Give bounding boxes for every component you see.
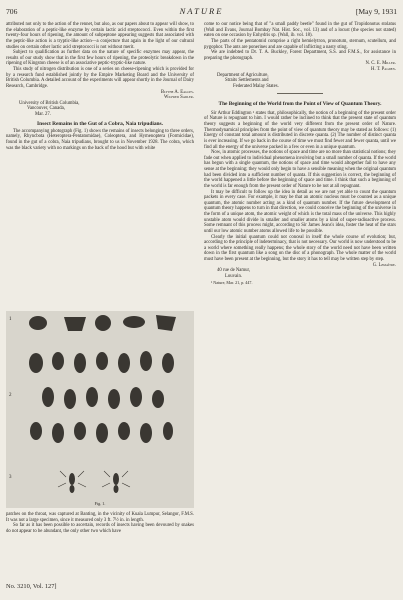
- figure-row-label: 3: [9, 475, 12, 480]
- address: 40 rue de Namur,: [217, 268, 251, 274]
- right-paragraph: Now, in atomic processes, the notions of space and time are no more than statistical notions; they fade out when applied to individual phenomena involving but a small number of quanta. If the world has begun with a single quantum, the notions of space and time would altogether fail to have any sense at the beginning; they would only begin to have a sensible meaning when the original quantum had been divided into a sufficient number of quanta. If this suggestion is correct, the beginning of the world happened a little before the beginning of space and time. I think that such a beginning of the world is far enough from the present order of Nature to be not at all repugnant.: [204, 150, 396, 189]
- affiliation: Federated Malay States.: [233, 83, 279, 89]
- left-paragraph: So far as it has been possible to ascertain, records of insects having been devoured by snakes do not appear to be abundant, the only other two which have: [6, 523, 194, 534]
- author-signature: G. Lemaître.: [372, 262, 396, 268]
- left-paragraph: patches on the throat, was captured at Banting, in the vicinity of Kuala Lumpur, Selangor, F.M.S. It was not a large specimen, since it measured only 3 ft. 7½ in. in length.: [6, 512, 194, 523]
- section-divider: [277, 93, 323, 94]
- author-signature: H. T. Pagden.: [371, 67, 396, 72]
- footnote: ¹ Nature, Mar. 21, p. 447.: [211, 279, 253, 285]
- left-column-lower: [6, 512, 194, 535]
- figure-row-label: 2: [9, 393, 12, 398]
- right-paragraph: It may be difficult to follow up the idea in detail as we are not yet able to count the quantum packets in every case. For example, it may be that an atomic nucleus must be counted as a unique quantum, the atomic number acting as a kind of quantum number. If the future development of quantum theory happens to turn in that direction, we could conceive the beginning of the universe in the form of a unique atom, the atomic weight of which is the total mass of the universe. This highly unstable atom would divide in smaller and smaller atoms by a kind of super-radioactive process. Some remnant of this process might, according to Sir James Jeans's idea, foster the heat of the stars until our low atomic number atoms allowed life to be possible.: [204, 189, 396, 234]
- author-signature: N. C. E. Miller.: [365, 61, 396, 67]
- issue-date: [May 9, 1931: [355, 7, 397, 16]
- affiliation: Vancouver, Canada,: [27, 106, 65, 112]
- issue-footer: No. 3210, Vol. 127]: [6, 583, 57, 590]
- left-paragraph: attributed not only to the action of the rennet, but also, as our papers about to appear will show, to the elaboration of a peptic-like enzyme by certain lactic acid streptococci. Even within the first twenty-four hours of ripening, the amount of subpeptone appearing suggests that associated with the peptic-like action is a tryptic-like action—a conjecture that again in the light of our cultural studies on certain other lactic acid streptococci is not without merit.: [6, 22, 194, 50]
- right-paragraph: come to our notice being that of "a small paddy beetle" found in the gut of Tropidonotus stolatus (Wall and Evans, Journal Bombay Nat. Hist. Soc., vol. 13) and of a locust (the species not stated) eaten on one occasion by Enhydris sp. (Wall, ib. vol. 18).: [204, 22, 396, 39]
- left-paragraph: Subject to qualification as further data on the nature of specific enzymes may appear, the results of our study show that in the first few hours of ripening, the proteolytic breakdown in the ripening of Kingston cheese is of an associative peptic-tryptic-like nature.: [6, 50, 194, 67]
- right-paragraph: Clearly the initial quantum could not conceal in itself the whole course of evolution; but, according to the principle of indeterminacy, that is not necessary. Our world is now understood to be a world where something really happens; the whole story of the world need not have been written down in the first quantum like a song on the disc of a phonograph. The whole matter of the world must have been present at the beginning, but the story it has to tell may be written step by step.: [204, 234, 396, 263]
- journal-title: NATURE: [179, 6, 224, 16]
- left-paragraph: This study of nitrogen distribution is one of a series on cheese-ripening which is provided for by a research fund established jointly by the Empire Marketing Board and the University of British Columbia. A detailed account of the experiments will appear shortly in the Journal of Dairy Research, Cambridge.: [6, 67, 194, 89]
- left-paragraph: The accompanying photograph (Fig. 1) shows the remains of insects belonging to three orders, namely, Rhyncbota (Heteroptera-Pentatomidae), Coleoptera, and Hymenoptera (Formicidae), found in the gut of a cobra, Naia tripudians, brought to us in November 1928. The cobra, which was the black variety with no markings on the back of the hood but with white: [6, 128, 194, 151]
- article-heading: Insect Remains in the Gut of a Cobra, Naia tripudians.: [37, 120, 163, 127]
- page-header: [6, 7, 397, 19]
- right-paragraph: The parts of the pentatomid comprise a right hemielytron, pronotum, sternum, scutellum, and pygophor. The ants are ponerines and are capable of inflicting a nasty sting.: [204, 38, 396, 50]
- left-column: [6, 22, 194, 151]
- right-column: [204, 22, 396, 285]
- address: Louvain.: [225, 273, 243, 279]
- figure-row-label: 1: [9, 317, 12, 322]
- insect-photograph: [6, 311, 194, 508]
- affiliation-date: Mar. 27.: [35, 112, 51, 117]
- article-heading: The Beginning of the World from the Point of View of Quantum Theory.: [218, 100, 382, 107]
- affiliation: University of British Columbia,: [19, 100, 80, 106]
- page-number: 706: [6, 7, 18, 16]
- right-paragraph: Sir Arthur Eddington ¹ states that, philosophically, the notion of a beginning of the present order of Nature is repugnant to him. I would rather be inclined to think that the present state of quantum theory suggests a beginning of the world very different from the present order of Nature. Thermodynamical principles from the point of view of quantum theory may be stated as follows: (1) Energy of constant total amount is distributed in discrete quanta. (2) The number of distinct quanta is ever increasing. If we go back in the course of time we must find fewer and fewer quanta, until we find all the energy of the universe packed in a few or even in a unique quantum.: [204, 110, 396, 150]
- affiliation: Department of Agriculture,: [217, 72, 269, 78]
- figure-caption: Fig. 1.: [94, 501, 106, 506]
- insect-remains-image: [6, 311, 194, 508]
- affiliation: Straits Settlements and: [225, 78, 269, 84]
- author-signature: Wilfred Sadler.: [164, 95, 194, 101]
- right-paragraph: We are indebted to Dr. T. A. Buckley, Forest Department, S.S. and F.M.S., for assistance in preparing the photograph.: [204, 50, 396, 61]
- author-signature: Blythe A. Eagles.: [160, 89, 194, 95]
